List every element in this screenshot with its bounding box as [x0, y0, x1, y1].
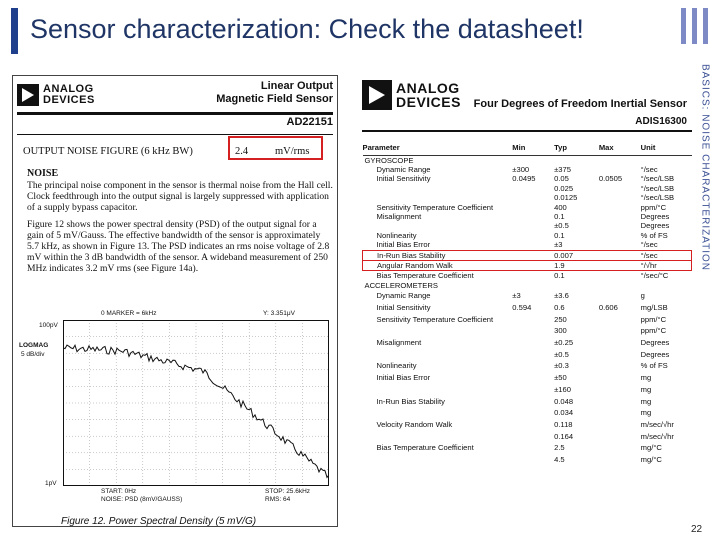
cell-param: Nonlinearity [376, 361, 417, 371]
cell-param: Initial Sensitivity [376, 174, 431, 184]
cell-param: Sensitivity Temperature Coefficient [376, 202, 494, 212]
table-row [363, 271, 692, 281]
cell-min [512, 454, 554, 466]
cell-min [512, 250, 554, 260]
cell-unit: g [640, 291, 645, 301]
cell-unit: % of FS [640, 230, 668, 240]
table-row [363, 240, 692, 250]
logo-text: DEVICES [43, 94, 95, 106]
cell-unit: Degrees [640, 338, 670, 347]
table-row [363, 454, 692, 466]
page-number: 22 [691, 524, 703, 535]
cell-max [599, 349, 641, 361]
cell-max [599, 360, 641, 372]
cell-typ: ±160 [554, 384, 571, 394]
cell-param: Dynamic Range [376, 164, 431, 174]
table-row [363, 372, 692, 384]
logo-triangle-icon [17, 84, 39, 106]
cell-param [363, 431, 513, 443]
cell-unit: mg [640, 373, 652, 383]
cell-min [512, 231, 554, 240]
cell-unit: °/sec/LSB [640, 193, 675, 203]
cell-unit: °/sec/LSB [640, 183, 675, 193]
cell-typ: ±3 [554, 240, 563, 250]
cell-max [599, 290, 641, 302]
cell-unit: °/sec/°C [640, 271, 669, 281]
cell-max [599, 250, 641, 260]
cell-max [599, 221, 641, 230]
marker-label: 0 MARKER = 6kHz [101, 310, 157, 317]
cell-typ: 250 [554, 314, 567, 324]
table-group-row [363, 155, 692, 165]
cell-min [512, 314, 554, 326]
column-header: Typ [554, 142, 599, 155]
cell-param: Angular Random Walk [363, 260, 513, 270]
cell-min [512, 396, 554, 408]
table-row [363, 221, 692, 230]
cell-typ: 0.164 [554, 431, 574, 441]
cell-param [363, 384, 513, 396]
cell-param: Initial Bias Error [376, 373, 431, 383]
product-title [213, 80, 333, 106]
cell-typ: 2.5 [554, 443, 565, 453]
cell-typ: 0.118 [554, 419, 573, 429]
divider [17, 134, 333, 135]
table-row [363, 419, 692, 431]
paragraph: Figure 12 shows the power spectral density (PSD) of the output signal for a gain of 5 mV/Gauss. The effective bandwidth of the sensor is approximately 5.7 kHz, as shown in Figure 13. The PSD indicates an rms noise voltage of 2.8 mV within the 3 dB bandwidth of the sensor. A wideband measurement of 250 MHz indicates 3.2 mV rms (see Figure 14a). [27, 218, 330, 275]
cell-max [599, 212, 641, 221]
highlighted-table-row [363, 260, 692, 270]
cell-unit: m/sec/√hr [640, 431, 674, 441]
section-heading: NOISE [27, 168, 59, 179]
cell-typ: 0.6 [554, 302, 565, 312]
cell-min [512, 325, 554, 337]
cell-min [512, 240, 554, 250]
cell-min [512, 407, 554, 419]
cell-max [599, 372, 641, 384]
column-header: Unit [641, 142, 692, 155]
cell-min [512, 212, 554, 221]
cell-typ: ±3.6 [554, 291, 569, 301]
table-row [363, 165, 692, 174]
logo-text: ANALOG [43, 83, 94, 95]
cell-max: 0.606 [598, 302, 618, 312]
cell-max [599, 407, 641, 419]
cell-typ: ±0.5 [554, 349, 569, 359]
cell-unit: Degrees [640, 349, 670, 359]
cell-min: 0.594 [512, 302, 532, 312]
start-label: START: 0Hz [101, 488, 137, 495]
cell-unit: mg [640, 384, 652, 394]
cell-typ: 0.025 [554, 183, 574, 193]
cell-max [599, 260, 641, 270]
divider [17, 112, 333, 115]
cell-typ: ±375 [554, 164, 571, 174]
table-row [363, 212, 692, 221]
cell-typ: 300 [554, 326, 567, 336]
analog-devices-logo [362, 80, 461, 110]
cell-typ: 0.05 [554, 174, 569, 184]
cell-unit: mg [640, 408, 652, 418]
part-number: AD22151 [286, 116, 333, 128]
part-number: ADIS16300 [635, 116, 687, 127]
cell-unit: mg/°C [640, 455, 662, 465]
cell-typ: 0.048 [554, 396, 574, 406]
logo-text: ANALOG [396, 80, 460, 96]
cell-typ: ±50 [554, 373, 567, 383]
magnetic-sensor-datasheet [12, 75, 338, 527]
cell-max [599, 203, 641, 212]
cell-unit: °/sec [640, 164, 658, 174]
cell-min [512, 419, 554, 431]
group-label: GYROSCOPE [364, 155, 414, 165]
table-row [363, 396, 692, 408]
cell-param [363, 325, 513, 337]
cell-typ: 400 [554, 202, 567, 212]
top-reference: 100pV [39, 322, 58, 329]
cell-min: 0.0495 [512, 174, 536, 184]
cell-min: ±300 [512, 164, 530, 174]
column-header: Parameter [363, 142, 513, 155]
cell-unit: Degrees [640, 211, 670, 221]
cell-param [363, 193, 513, 202]
table-row [363, 193, 692, 202]
logo-text: DEVICES [396, 94, 461, 110]
column-header: Max [599, 142, 641, 155]
cell-max [599, 231, 641, 240]
noise-label: NOISE: PSD (8mV/GAUSS) [101, 496, 183, 503]
cell-max [599, 442, 641, 454]
figure-caption: Figure 12. Power Spectral Density (5 mV/G) [61, 516, 257, 527]
cell-param: Initial Bias Error [376, 240, 431, 250]
highlighted-table-row [363, 250, 692, 260]
cell-param [363, 184, 513, 193]
cell-max [599, 454, 641, 466]
cell-typ: 0.0125 [554, 193, 578, 203]
cell-min [512, 337, 554, 349]
cell-param [363, 221, 513, 230]
cell-typ: 0.1 [554, 211, 565, 221]
cell-param: Bias Temperature Coefficient [376, 271, 474, 281]
cell-param [363, 407, 513, 419]
cell-min [512, 442, 554, 454]
cell-max [599, 240, 641, 250]
table-row [363, 302, 692, 314]
cell-min [512, 384, 554, 396]
decor-bar [692, 8, 697, 44]
column-header: Min [512, 142, 554, 155]
cell-typ: ±0.5 [554, 221, 569, 231]
decor-bar [681, 8, 686, 44]
inertial-sensor-datasheet [362, 80, 694, 513]
cell-param: Velocity Random Walk [376, 419, 453, 429]
bottom-reference: 1pV [45, 480, 57, 487]
cell-min [512, 221, 554, 230]
logmag-label: LOGMAG [19, 342, 49, 349]
cell-typ: 1.9 [554, 260, 599, 270]
cell-typ: 0.1 [554, 230, 565, 240]
cell-param [363, 454, 513, 466]
table-group-row [363, 281, 692, 290]
cell-param: Nonlinearity [376, 230, 417, 240]
cell-unit: ppm/°C [640, 202, 667, 212]
cell-min [512, 372, 554, 384]
analog-devices-logo [17, 84, 95, 106]
noise-description [27, 180, 333, 280]
cell-unit: Degrees [640, 221, 670, 231]
logo-triangle-icon [362, 80, 392, 110]
cell-max [599, 396, 641, 408]
psd-trace [63, 345, 329, 477]
cell-param: Sensitivity Temperature Coefficient [376, 314, 494, 324]
table-row [363, 407, 692, 419]
cell-param: Misalignment [376, 338, 422, 347]
cell-unit: °/sec [640, 240, 658, 250]
divider [362, 130, 692, 132]
cell-unit: mg/LSB [640, 302, 668, 312]
cell-max [599, 419, 641, 431]
plot-grid [63, 320, 329, 486]
cell-min [512, 193, 554, 202]
cell-min [512, 260, 554, 270]
product-title-line: Magnetic Field Sensor [216, 93, 333, 105]
cell-unit: °/sec [641, 250, 692, 260]
spec-table [362, 142, 692, 466]
table-row [363, 314, 692, 326]
highlight-box [228, 136, 323, 160]
noise-spec-value: 2.4 [235, 146, 249, 157]
cell-min [512, 431, 554, 443]
cell-param: Initial Sensitivity [376, 302, 431, 312]
cell-unit: °/√hr [641, 260, 692, 270]
cell-typ: 0.034 [554, 408, 574, 418]
cell-max [599, 165, 641, 174]
group-label: ACCELEROMETERS [364, 280, 438, 290]
cell-unit: ppm/°C [640, 314, 667, 324]
cell-unit: °/sec/LSB [640, 174, 675, 184]
table-row [363, 442, 692, 454]
cell-min [512, 184, 554, 193]
cell-typ: ±0.25 [554, 338, 574, 347]
cell-min [512, 360, 554, 372]
cell-unit: ppm/°C [640, 326, 667, 336]
rms-label: RMS: 64 [265, 496, 291, 503]
cell-max [599, 325, 641, 337]
cell-max [599, 337, 641, 349]
table-row [363, 184, 692, 193]
noise-spec-label: OUTPUT NOISE FIGURE (6 kHz BW) [23, 146, 193, 157]
noise-spec-unit: mV/rms [275, 146, 310, 157]
cell-param: In-Run Bias Stability [363, 250, 513, 260]
table-row [363, 290, 692, 302]
decor-bar [703, 8, 708, 44]
cell-max [599, 431, 641, 443]
table-row [363, 431, 692, 443]
table-row [363, 384, 692, 396]
cell-max [599, 384, 641, 396]
cell-min [512, 349, 554, 361]
cell-typ: 0.007 [554, 250, 599, 260]
paragraph: The principal noise component in the sensor is thermal noise from the Hall cell. Clock feedthrough into the output signal is largely suppressed with application of a supply bypass capacitor. [27, 180, 333, 214]
cell-max [599, 184, 641, 193]
stop-label: STOP: 25.6kHz [265, 488, 311, 495]
slide-title: Sensor characterization: Check the datasheet! [30, 14, 584, 44]
cell-param [363, 349, 513, 361]
cell-max [599, 314, 641, 326]
table-row [363, 203, 692, 212]
title-accent-bar [11, 8, 18, 54]
table-row [363, 231, 692, 240]
cell-param: Misalignment [376, 211, 422, 221]
product-title-line: Linear Output [260, 80, 333, 92]
table-row [363, 337, 692, 349]
cell-param: Bias Temperature Coefficient [376, 443, 474, 453]
cell-typ: 4.5 [554, 455, 565, 465]
cell-unit: m/sec/√hr [640, 419, 674, 429]
table-row [363, 325, 692, 337]
cell-unit: % of FS [640, 361, 668, 371]
cell-unit: mg [640, 396, 652, 406]
cell-typ: 0.1 [554, 271, 565, 281]
table-header-row [363, 142, 692, 155]
cell-min: ±3 [512, 291, 521, 301]
product-title: Four Degrees of Freedom Inertial Sensor [473, 98, 687, 110]
cell-param: In-Run Bias Stability [376, 396, 445, 406]
table-row [363, 360, 692, 372]
psd-plot [19, 308, 335, 508]
cell-min [512, 271, 554, 281]
table-row [363, 174, 692, 183]
cell-max [599, 193, 641, 202]
cell-typ: ±0.3 [554, 361, 569, 371]
table-row [363, 349, 692, 361]
cell-max: 0.0505 [598, 174, 623, 184]
psd-trace-plot [63, 320, 329, 486]
y-readout: Y: 3.351μV [263, 310, 295, 317]
cell-unit: mg/°C [640, 443, 662, 453]
cell-max [599, 271, 641, 281]
cell-param: Dynamic Range [376, 291, 431, 301]
scale-label: 5 dB/div [21, 351, 45, 358]
cell-min [512, 203, 554, 212]
